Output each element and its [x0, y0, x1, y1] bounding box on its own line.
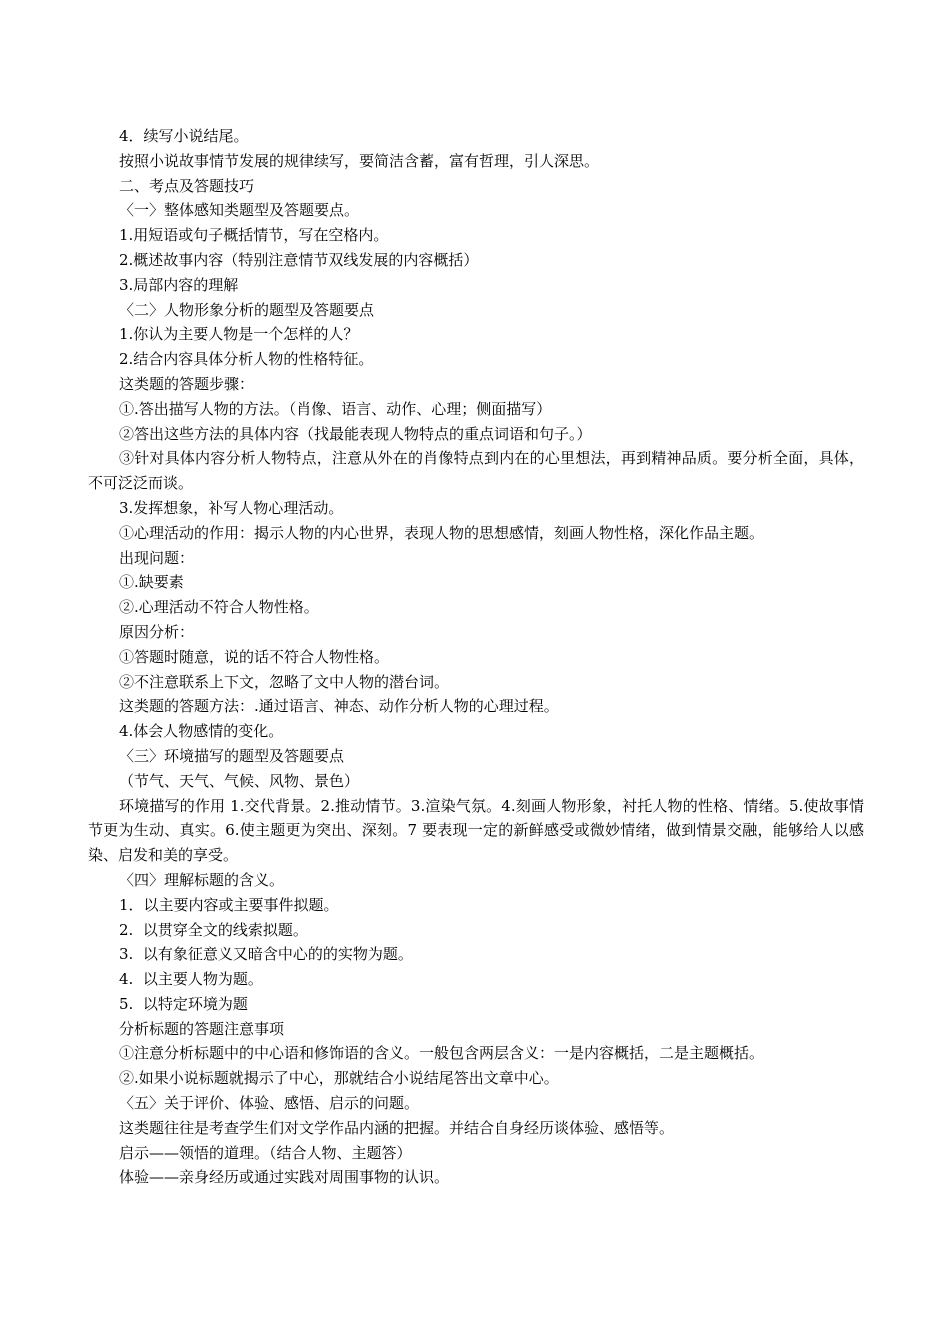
section-heading: 二、考点及答题技巧 [119, 176, 255, 195]
text-line: 2.概述故事内容（特别注意情节双线发展的内容概括） [119, 250, 479, 269]
text-line: ②.心理活动不符合人物性格。 [119, 598, 319, 617]
text-line: 体验——亲身经历或通过实践对周围事物的认识。 [119, 1168, 450, 1187]
text-line: 启示——领悟的道理。（结合人物、主题答） [119, 1143, 412, 1162]
subsection-heading: 〈五〉关于评价、体验、感悟、启示的问题。 [119, 1094, 420, 1113]
document-body [88, 124, 864, 1190]
paragraph: ③针对具体内容分析人物特点，注意从外在的肖像特点到内在的心里想法，再到精神品质。要分析全面，具体，不可泛泛而谈。 [88, 449, 864, 493]
text-line: 3.发挥想象，补写人物心理活动。 [119, 498, 344, 517]
text-line: ②不注意联系上下文，忽略了文中人物的潜台词。 [119, 672, 450, 691]
text-line: 2.结合内容具体分析人物的性格特征。 [119, 350, 374, 369]
text-line: 这类题的答题步骤： [119, 374, 255, 393]
text-line: 1.你认为主要人物是一个怎样的人？ [119, 325, 359, 344]
text-line: 4.体会人物感情的变化。 [119, 722, 284, 741]
text-line: 按照小说故事情节发展的规律续写，要简洁含蓄，富有哲理，引人深思。 [119, 151, 600, 170]
text-line: 这类题的答题方法：.通过语言、神态、动作分析人物的心理过程。 [119, 697, 559, 716]
paragraph: 环境描写的作用 1.交代背景。2.推动情节。3.渲染气氛。4.刻画人物形象，衬托人物的性格、情绪。5.使故事情节更为生动、真实。6.使主题更为突出、深刻。7 要表现一定的新鲜感受或微妙情绪，做到情景交融，能够给人以感染、启发和美的享受。 [88, 796, 864, 865]
text-line: 5. 以特定环境为题 [119, 994, 248, 1013]
text-line: ②答出这些方法的具体内容（找最能表现人物特点的重点词语和句子。） [119, 424, 592, 443]
text-line: ①.缺要素 [119, 573, 184, 592]
text-line: 出现问题： [119, 548, 195, 567]
text-line: 1．以主要内容或主要事件拟题。 [119, 895, 339, 914]
subsection-heading: 〈四〉理解标题的含义。 [119, 870, 285, 889]
subsection-heading: 〈一〉整体感知类题型及答题要点。 [119, 201, 360, 220]
text-line: ①.答出描写人物的方法。（肖像、语言、动作、心理；侧面描写） [119, 399, 552, 418]
text-line: 3. 以有象征意义又暗含中心的的实物为题。 [119, 945, 413, 964]
subsection-heading: 〈二〉人物形象分析的题型及答题要点 [119, 300, 375, 319]
text-line: 4. 以主要人物为题。 [119, 970, 263, 989]
text-line: ①答题时随意，说的话不符合人物性格。 [119, 647, 390, 666]
subsection-heading: 〈三〉环境描写的题型及答题要点 [119, 746, 345, 765]
text-line: 分析标题的答题注意事项 [119, 1019, 285, 1038]
text-line: ②.如果小说标题就揭示了中心，那就结合小说结尾答出文章中心。 [119, 1069, 559, 1088]
text-line: 原因分析： [119, 622, 195, 641]
text-line: 这类题往往是考查学生们对文学作品内涵的把握。并结合自身经历谈体验、感悟等。 [119, 1118, 675, 1137]
text-line: 4．续写小说结尾。 [119, 127, 249, 145]
text-line: （节气、天气、气候、风物、景色） [119, 771, 360, 790]
text-line: ①心理活动的作用：揭示人物的内心世界，表现人物的思想感情，刻画人物性格，深化作品主题。 [119, 523, 765, 542]
text-line: 1.用短语或句子概括情节，写在空格内。 [119, 226, 389, 245]
text-line: 2. 以贯穿全文的线索拟题。 [119, 920, 308, 939]
text-line: ①注意分析标题中的中心语和修饰语的含义。一般包含两层含义：一是内容概括，二是主题概括。 [119, 1044, 765, 1063]
text-line: 3.局部内容的理解 [119, 275, 239, 294]
